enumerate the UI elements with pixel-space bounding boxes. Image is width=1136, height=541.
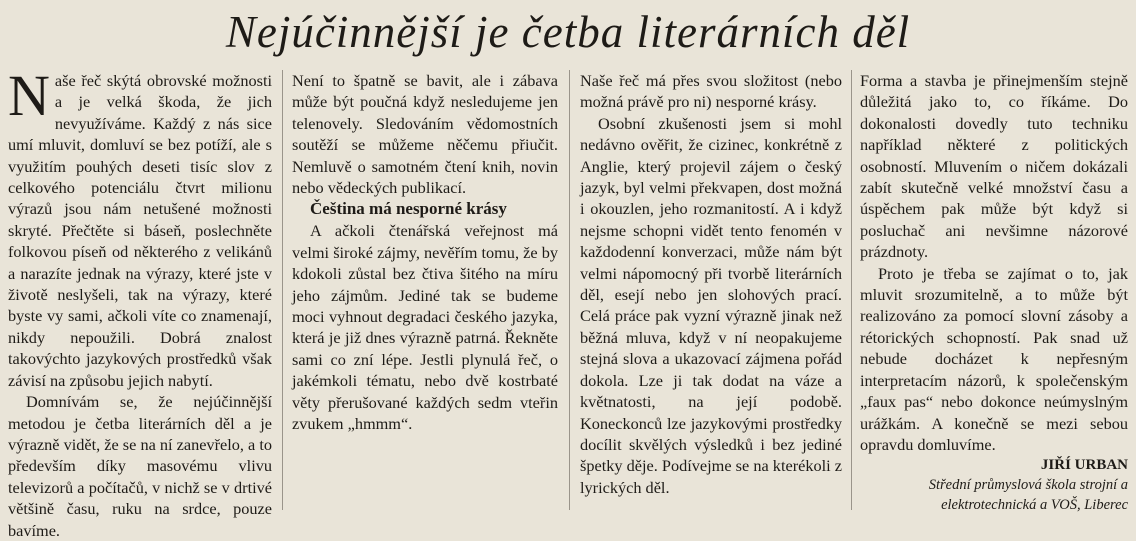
article-paragraph: Forma a stavba je přinejmenším stejně důležitá jako to, co říkáme. Do dokonalosti dovedly tuto techniku například některé z politických osobností. Mluvením o ničem dokázali zabít skutečně velké množství času a úspěchem pak může být když si posluchač ani nevšimne názorové prázdnoty.: [860, 71, 1128, 262]
article-column-4: [860, 70, 1128, 515]
article-paragraph: Domnívám se, že nejúčinnější metodou je četba literárních děl a je výrazně vidět, že se na ní zanevřelo, a to především díky masovému vlivu televizorů a počítačů, v nichž se v drtivé většině času, ruku na srdce, pouze bavíme.: [8, 392, 272, 540]
article-column-1: [8, 63, 272, 541]
article-paragraph: Naše řeč má přes svou složitost (nebo možná právě pro ni) nesporné krásy.: [580, 71, 842, 112]
column-divider: [282, 70, 283, 510]
column-divider: [851, 70, 852, 510]
author-name: JIŘÍ URBAN: [1040, 457, 1128, 474]
article-headline: Nejúčinnější je četba literárních děl: [225, 7, 911, 57]
author-affiliation: elektrotechnická a VOŠ, Liberec: [941, 497, 1128, 514]
article-paragraph: [8, 63, 272, 391]
drop-cap: N: [8, 63, 50, 128]
article-column-2: [292, 70, 558, 435]
paragraph-text: aše řeč skýtá obrovské možnosti a je velká škoda, že jich nevyužíváme. Každý z nás sice umí mluvit, domluví se bez potíží, ale s využitím pouhých deseti tisíc slov z celkového potenciálu čtvrt milionu výrazů jsou nám netušené možnosti skryté. Přečtěte si báseň, poslechněte folkovou píseň od některého z velikánů a narazíte jednak na výrazy, které jste v životě neslyšeli, tak na výrazy, které byste vy sami, ačkoli víte co znamenají, nikdy nepoužili. Dobrá znalost takovýchto jazykových prostředků však závisí na způsobu jejich nabytí.: [8, 71, 272, 390]
section-subheading: Čeština má nesporné krásy: [310, 199, 507, 219]
column-divider: [569, 70, 570, 510]
author-affiliation: Střední průmyslová škola strojní a: [928, 477, 1128, 494]
article-column-3: [580, 70, 842, 498]
article-paragraph: Není to špatně se bavit, ale i zábava může být poučná když nesledujeme jen telenovely. Sledováním vědomostních soutěží se můžeme něčemu přiučit. Nemluvě o samotném čtení knih, novin nebo vědeckých publikací.: [292, 71, 558, 198]
article-paragraph: Osobní zkušenosti jsem si mohl nedávno ověřit, že cizinec, konkrétně z Anglie, který projevil zájem o český jazyk, byl velmi překvapen, dost možná i okouzlen, jeho rozmanitostí. A i když nejsme schopni vidět tento fenomén v každodenní konverzaci, může nám být velmi nápomocný při tvorbě literárních děl, esejí nebo jen slohových prací. Celá práce pak vyzní výrazně jinak než běžná mluva, když v ní neopakujeme stejná slova a ukazovací zájmena pořád dokola. Lze ji tak dodat na váze a květnatosti, na její podobě. Koneckonců lze jazykovými prostředky docílit skvělých výsledků i bez jediné špetky děje. Podívejme se na kterékoli z lyrických děl.: [580, 113, 842, 497]
article-paragraph: A ačkoli čtenářská veřejnost má velmi široké zájmy, nevěřím tomu, že by kdokoli zůstal bez čtiva šitého na míru jeho zájmům. Jediné tak se budeme moci vyhnout degradaci českého jazyka, která je již dnes výrazně patrná. Řekněte sami co zní lépe. Jestli plynulá řeč, o jakémkoli tématu, nebo dvě kostrbaté věty přerušované každých sedm vteřin zvukem „hmmm“.: [292, 221, 558, 434]
article-paragraph: Proto je třeba se zajímat o to, jak mluvit srozumitelně, a to může být realizováno za pomocí slovní zásoby a rétorických schopností. Pak snad už nebude docházet k nepřesným interpretacím názorů, k společenským „faux pas“ nebo dokonce neúmyslným urážkám. A konečně se mezi sebou opravdu domluvíme.: [860, 263, 1128, 454]
